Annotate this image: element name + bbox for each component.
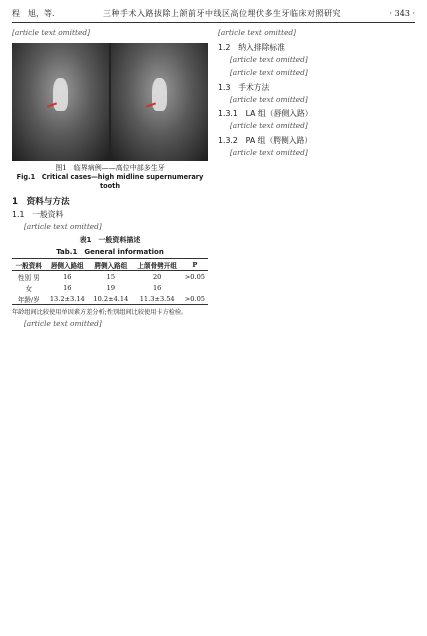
running-head [12,8,415,23]
paragraph: [article text omitted] [229,94,308,104]
table-row: 女 16 19 16 [25,283,162,293]
table-row: 性别 男 16 15 20 >0.05 [17,272,205,282]
figure-caption-en: Fig.1 Critical cases—high midline supernumerary tooth [16,172,204,190]
paragraph: [article text omitted] [218,28,296,37]
paragraph: [article text omitted] [229,54,308,64]
two-column-layout [12,28,415,333]
section-heading: 1 资料与方法 [12,196,70,207]
subsection-heading: 1.1 一般资料 [12,209,64,219]
subsection-heading: 1.2 纳入排除标准 [218,42,285,52]
left-column [12,28,208,333]
header-authors: 程 旭，等. [12,9,55,18]
table-note: 年龄组间比较使用单因素方差分析;性别组间比较使用卡方检验。 [12,309,188,317]
table-title-zh: 表1 一般资料描述 [79,236,141,245]
subsection-heading: 1.3.2 PA 组（腭侧入路） [218,135,313,145]
figure-ct-images [12,43,208,161]
tooth-shape [53,78,69,111]
subsection-heading: 1.3.1 LA 组（唇侧入路） [218,109,313,119]
right-column [218,28,414,333]
paragraph: [article text omitted] [23,319,102,329]
paragraph: [article text omitted] [23,221,102,231]
table-header-row: 一般资料 唇侧入路组 腭侧入路组 上颌骨劈开组 P [12,259,208,271]
figure-caption-zh: 图1 临界病例——高位中部多生牙 [55,163,165,172]
paragraph: [article text omitted] [229,147,308,157]
ct-panel-right [111,43,208,161]
header-title: 三种手术入路拔除上颌前牙中线区高位埋伏多生牙临床对照研究 [103,9,342,18]
paragraph: [article text omitted] [229,121,308,131]
subsection-heading: 1.3 手术方法 [218,82,270,92]
table-row: 年龄/岁 13.2±3.14 10.2±4.14 11.3±3.54 >0.05 [12,293,208,305]
table-title-en: Tab.1 General information [56,248,164,257]
paragraph: [article text omitted] [229,68,308,78]
tooth-shape [152,78,168,111]
ct-panel-left [12,43,109,161]
paragraph: [article text omitted] [12,28,90,37]
general-information-table [12,258,208,305]
page-number: · 343 · [389,9,415,18]
